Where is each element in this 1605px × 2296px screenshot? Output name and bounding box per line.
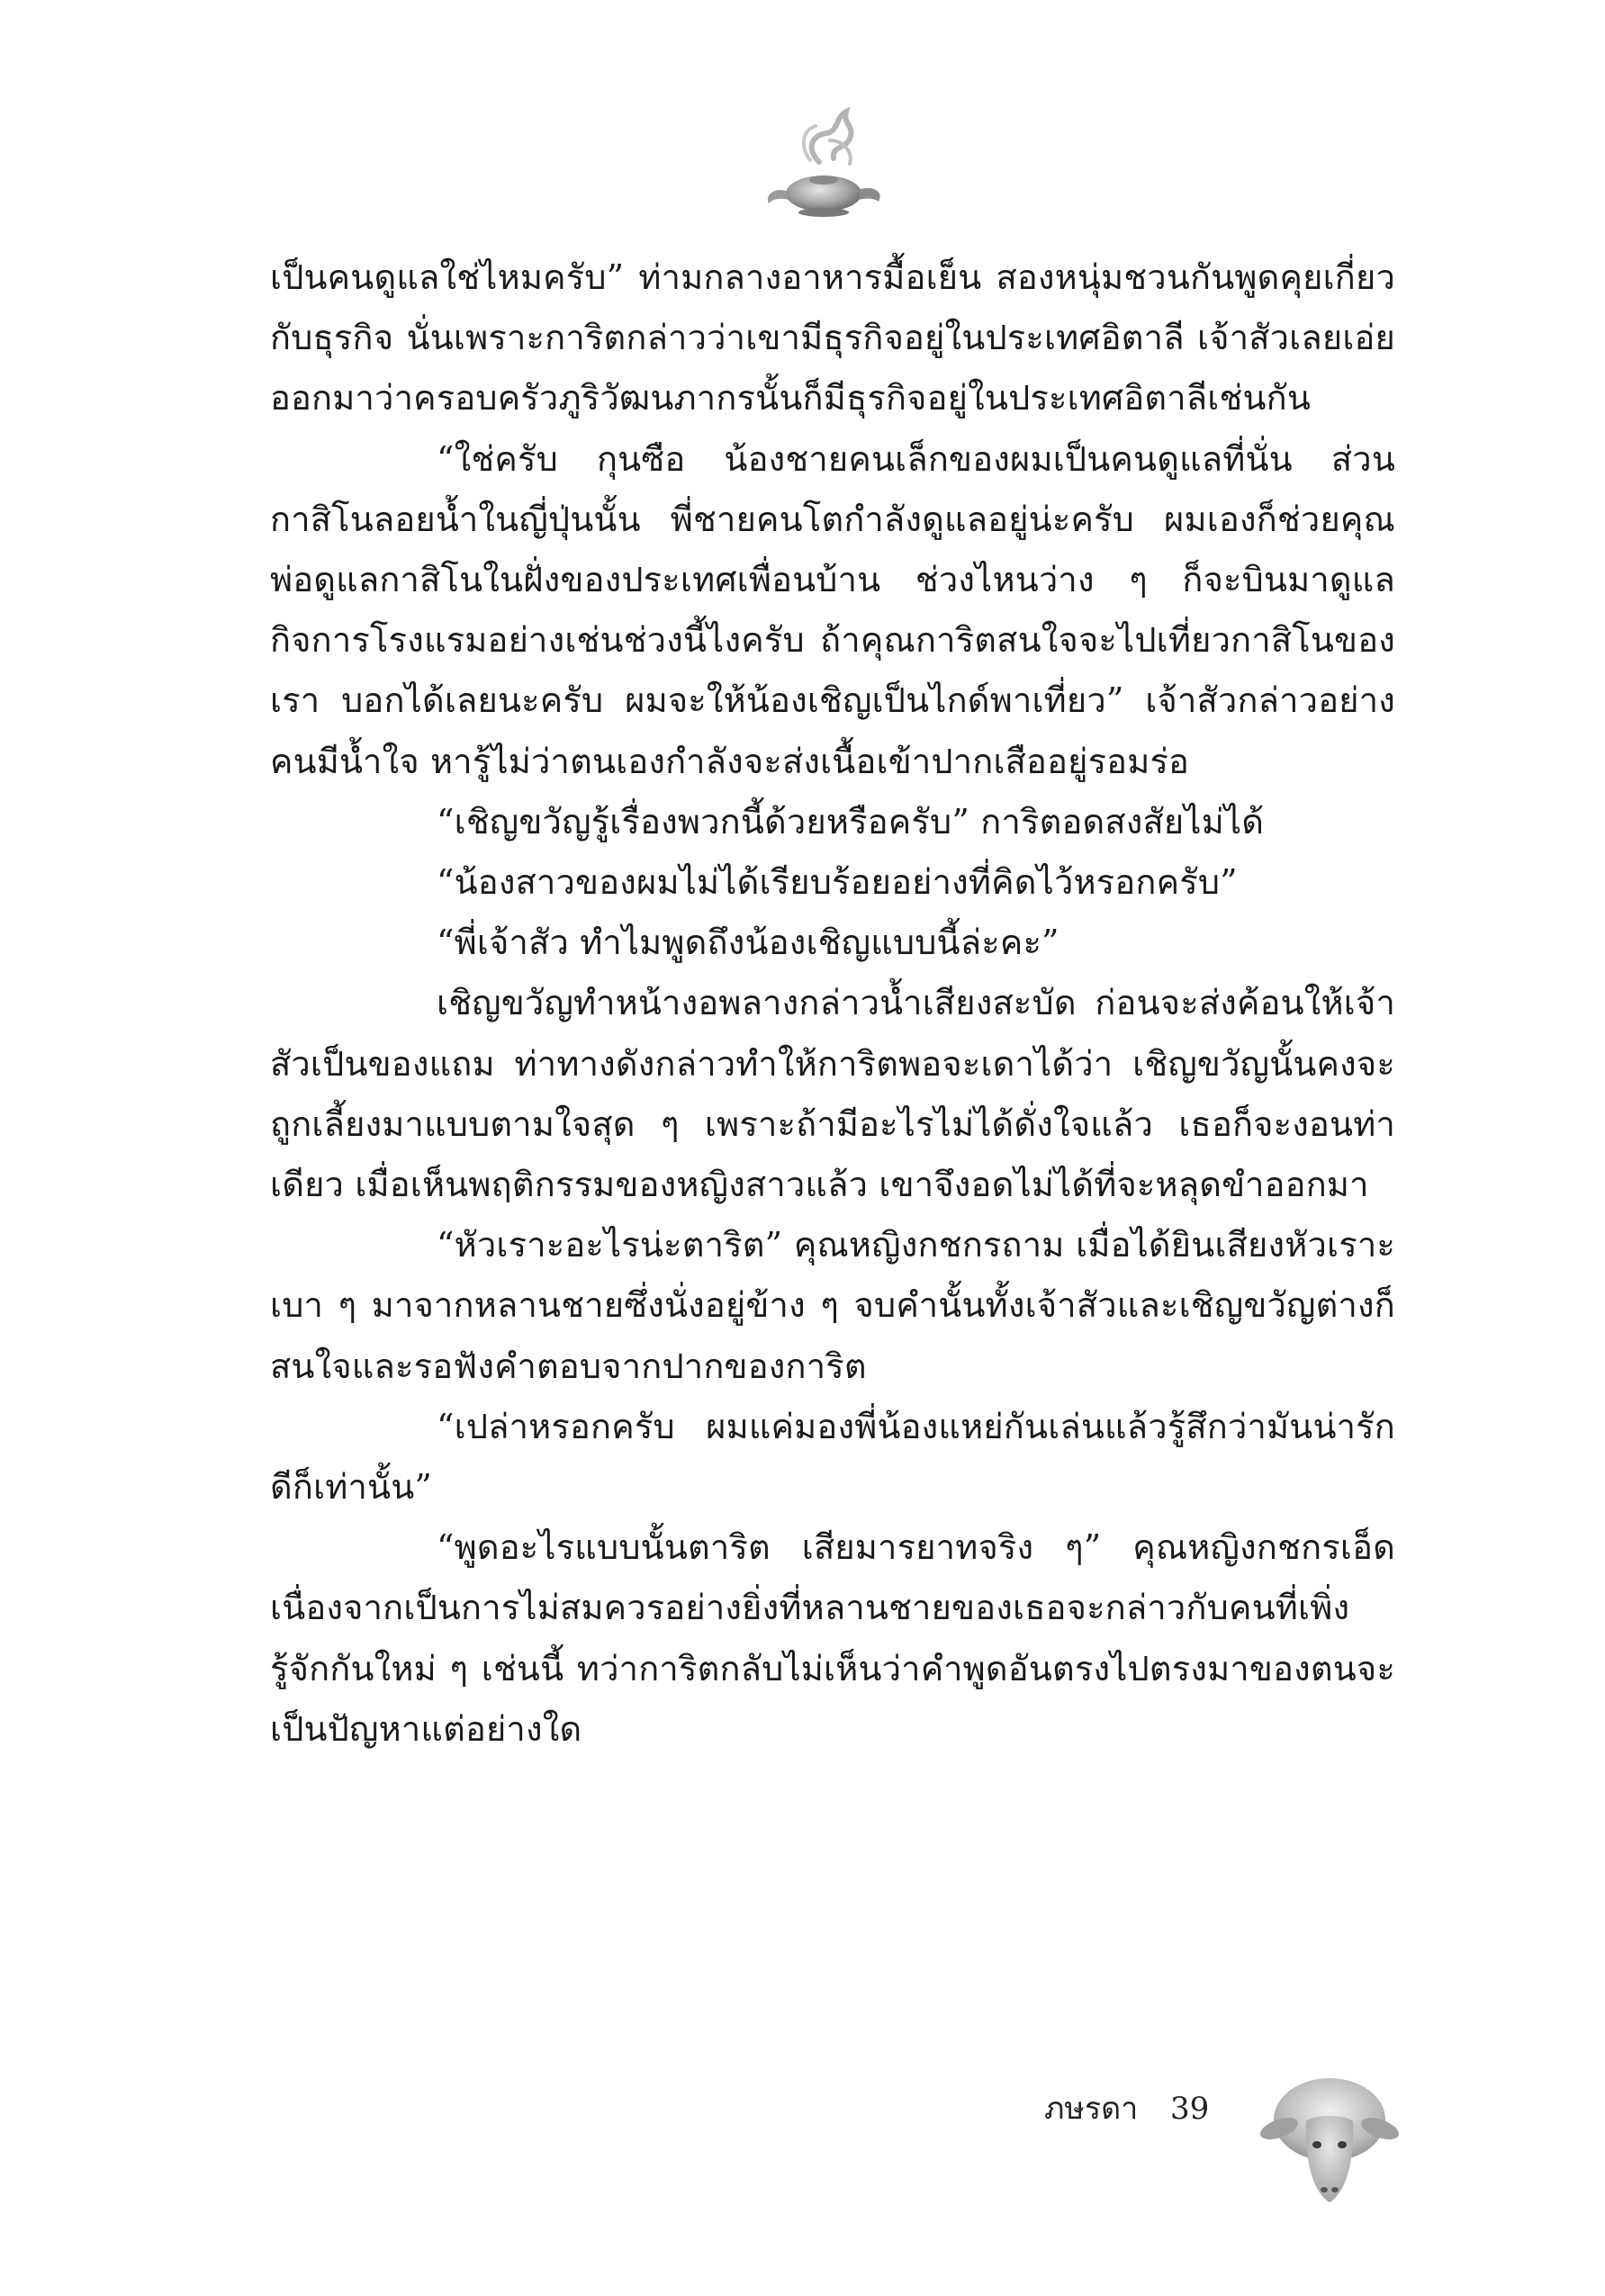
running-title: ภษรดา <box>1044 2091 1139 2127</box>
paragraph: “น้องสาวของผมไม่ได้เรียบร้อยอย่างที่คิดไว้หรอกครับ” <box>437 862 1238 903</box>
page-footer <box>0 2066 1605 2174</box>
paragraph: เชิญขวัญทำหน้างอพลางกล่าวน้ำเสียงสะบัด ก่อนจะส่งค้อนให้เจ้าสัวเป็นของแถม ท่าทางดังกล่าวทำให้การิตพอจะเดาได้ว่า เชิญขวัญนั้นคงจะถูกเลี้ยงมาแบบตามใจสุด ๆ เพราะถ้ามีอะไรไม่ได้ดั่งใจแล้ว เธอก็จะงอนท่าเดียว เมื่อเห็นพฤติกรรมของหญิงสาวแล้ว เขาจึงอดไม่ได้ที่จะหลุดขำออกมา <box>270 983 1395 1205</box>
paragraph: “ใช่ครับ กุนซือ น้องชายคนเล็กของผมเป็นคนดูแลที่นั่น ส่วนกาสิโนลอยน้ำในญี่ปุ่นนั้น พี่ชายคนโตกำลังดูแลอยู่น่ะครับ ผมเองก็ช่วยคุณพ่อดูแลกาสิโนในฝั่งของประเทศเพื่อนบ้าน ช่วงไหนว่าง ๆ ก็จะบินมาดูแลกิจการโรงแรมอย่างเช่นช่วงนี้ไงครับ ถ้าคุณการิตสนใจจะไปเที่ยวกาสิโนของเรา บอกได้เลยนะครับ ผมจะให้น้องเชิญเป็นไกด์พาเที่ยว” เจ้าสัวกล่าวอย่างคนมีน้ำใจ หารู้ไม่ว่าตนเองกำลังจะส่งเนื้อเข้าปากเสืออยู่รอมร่อ <box>270 438 1395 781</box>
body-text <box>270 248 1395 1760</box>
page-number: 39 <box>1170 2091 1210 2127</box>
paragraph: “เปล่าหรอกครับ ผมแค่มองพี่น้องแหย่กันเล่นแล้วรู้สึกว่ามันน่ารักดีก็เท่านั้น” <box>270 1406 1395 1508</box>
paragraph: “เชิญขวัญรู้เรื่องพวกนี้ด้วยหรือครับ” การิตอดสงสัยไม่ได้ <box>437 801 1265 842</box>
paragraph: “พี่เจ้าสัว ทำไมพูดถึงน้องเชิญแบบนี้ล่ะคะ” <box>437 923 1059 963</box>
paragraph: “พูดอะไรแบบนั้นตาริต เสียมารยาทจริง ๆ” คุณหญิงกชกรเอ็ด เนื่องจากเป็นการไม่สมควรอย่างยิ่งที่หลานชายของเธอจะกล่าวกับคนที่เพิ่งรู้จักกันใหม่ ๆ เช่นนี้ ทว่าการิตกลับไม่เห็นว่าคำพูดอันตรงไปตรงมาของตนจะเป็นปัญหาแต่อย่างใด <box>270 1527 1395 1749</box>
paragraph: เป็นคนดูแลใช่ไหมครับ” ท่ามกลางอาหารมื้อเย็น สองหนุ่มชวนกันพูดคุยเกี่ยวกับธุรกิจ นั่นเพราะการิตกล่าวว่าเขามีธุรกิจอยู่ในประเทศอิตาลี เจ้าสัวเลยเอ่ยออกมาว่าครอบครัวภูริวัฒนภากรนั้นก็มีธุรกิจอยู่ในประเทศอิตาลีเช่นกัน <box>270 257 1395 419</box>
sheep-icon <box>1256 2066 1404 2214</box>
teapot-with-steam-icon <box>756 99 891 234</box>
paragraph: “หัวเราะอะไรน่ะตาริต” คุณหญิงกชกรถาม เมื่อได้ยินเสียงหัวเราะเบา ๆ มาจากหลานชายซึ่งนั่งอยู่ข้าง ๆ จบคำนั้นทั้งเจ้าสัวและเชิญขวัญต่างก็สนใจและรอฟังคำตอบจากปากของการิต <box>270 1225 1395 1386</box>
